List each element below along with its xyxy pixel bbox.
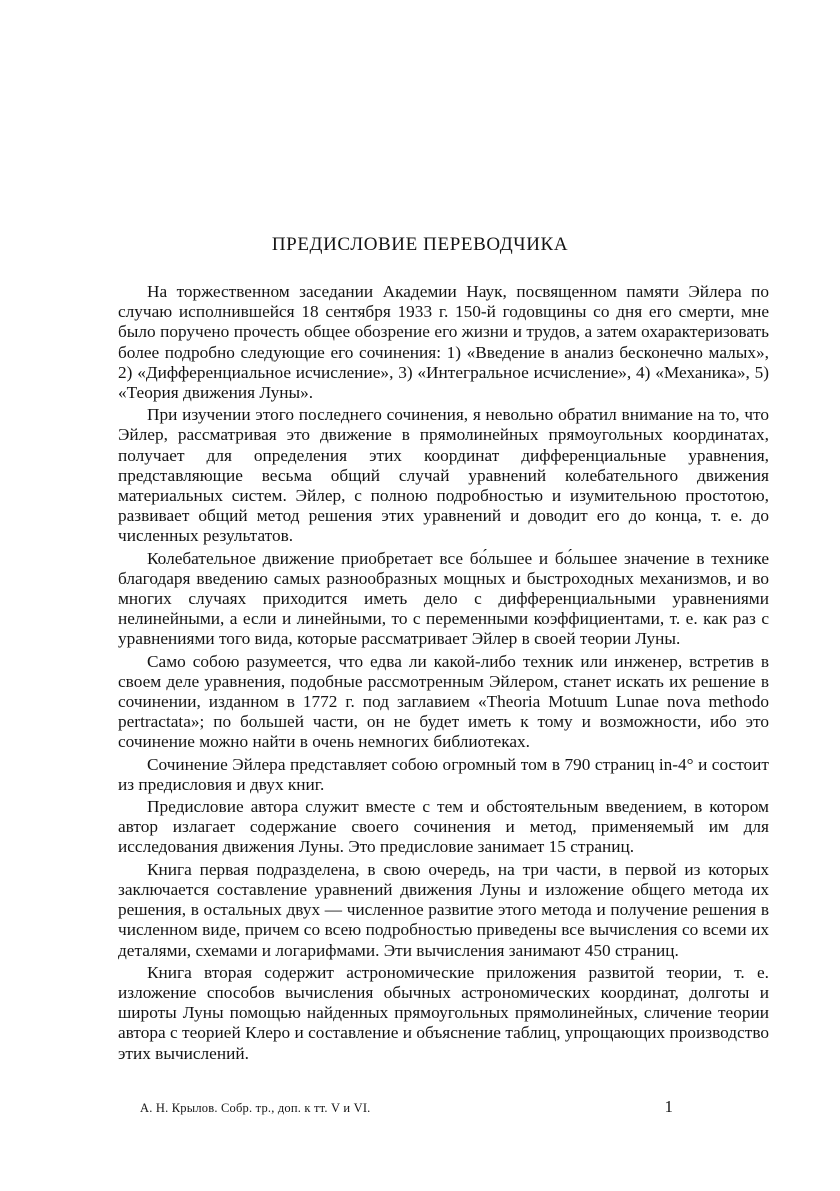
page-number: 1 bbox=[664, 1097, 673, 1116]
page-footer bbox=[118, 1097, 769, 1117]
footer-note: А. Н. Крылов. Собр. тр., доп. к тт. V и VI. bbox=[140, 1101, 371, 1115]
paragraph: Книга первая подразделена, в свою очередь, на три части, в первой из которых заключается составление уравнений движения Луны и изложение общего метода их решения, в остальных двух — численное развитие этого метода и получение решения в численном виде, причем со всею подробностью приведены все вычисления со всеми их деталями, схемами и логарифмами. Эти вычисления занимают 450 страниц. bbox=[118, 859, 769, 960]
paragraph: Сочинение Эйлера представляет собою огромный том в 790 страниц in-4° и состоит из предисловия и двух книг. bbox=[118, 754, 769, 794]
paragraph: Само собою разумеется, что едва ли какой-либо техник или инженер, встретив в своем деле уравнения, подобные рассмотренным Эйлером, станет искать их решение в сочинении, изданном в 1772 г. под заглавием «Theoria Motuum Lunae nova methodo pertractata»; по большей части, он не будет иметь к тому и возможности, ибо это сочинение можно найти в очень немногих библиотеках. bbox=[118, 651, 769, 752]
paragraph: Книга вторая содержит астрономические приложения развитой теории, т. е. изложение способов вычисления обычных астрономических координат, долготы и широты Луны помощью найденных прямоугольных прямолинейных, сличение теории автора с теорией Клеро и составление и объяснение таблиц, упрощающих производство этих вычислений. bbox=[118, 962, 769, 1063]
paragraph: При изучении этого последнего сочинения, я невольно обратил внимание на то, что Эйлер, рассматривая это движение в прямолинейных прямоугольных координатах, получает для определения этих координат дифференциальные уравнения, представляющие весьма общий случай уравнений колебательного движения материальных систем. Эйлер, с полною подробностью и изумительною простотою, развивает общий метод решения этих уравнений и доводит его до конца, т. е. до численных результатов. bbox=[118, 405, 769, 546]
page-title: ПРЕДИСЛОВИЕ ПЕРЕВОДЧИКА bbox=[271, 234, 569, 255]
paragraph: Предисловие автора служит вместе с тем и обстоятельным введением, в котором автор излагает содержание своего сочинения и метод, применяемый им для исследования движения Луны. Это предисловие занимает 15 страниц. bbox=[118, 797, 769, 857]
paragraph: Колебательное движение приобретает все бо́льшее и бо́льшее значение в технике благодаря введению самых разнообразных мощных и быстроходных механизмов, и во многих случаях приходится иметь дело с дифференциальными уравнениями нелинейными, а если и линейными, то с переменными коэффициентами, т. е. как раз с уравнениями того вида, которые рассматривает Эйлер в своей теории Луны. bbox=[118, 548, 769, 649]
paragraph: На торжественном заседании Академии Наук, посвященном памяти Эйлера по случаю исполнившейся 18 сентября 1933 г. 150-й годовщины со дня его смерти, мне было поручено прочесть общее обозрение его жизни и трудов, а затем охарактеризовать более подробно следующие его сочинения: 1) «Введение в анализ бесконечно малых», 2) «Дифференциальное исчисление», 3) «Интегральное исчисление», 4) «Механика», 5) «Теория движения Луны». bbox=[118, 282, 769, 403]
body-text bbox=[118, 282, 769, 1064]
